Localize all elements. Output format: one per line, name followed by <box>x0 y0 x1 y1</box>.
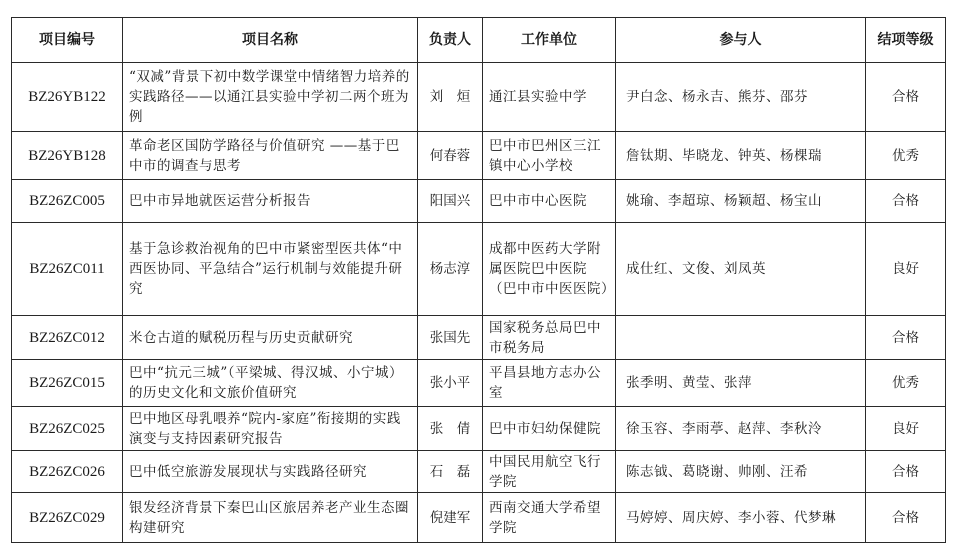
project-leader: 张小平 <box>418 360 483 407</box>
project-name: 米仓古道的赋税历程与历史贡献研究 <box>123 316 418 360</box>
project-code: BZ26ZC026 <box>12 451 123 493</box>
header-row <box>12 18 946 63</box>
participants: 陈志钺、葛晓谢、帅刚、汪希 <box>616 451 866 493</box>
header-code: 项目编号 <box>12 18 123 63</box>
table-row <box>12 180 946 223</box>
participants: 詹钛期、毕晓龙、钟英、杨棵瑞 <box>616 132 866 180</box>
work-unit: 通江县实验中学 <box>483 63 616 132</box>
completion-grade: 合格 <box>866 451 946 493</box>
project-name: 巴中低空旅游发展现状与实践路径研究 <box>123 451 418 493</box>
project-code: BZ26ZC011 <box>12 223 123 316</box>
table-row <box>12 223 946 316</box>
header-unit: 工作单位 <box>483 18 616 63</box>
project-leader: 杨志淳 <box>418 223 483 316</box>
header-grade: 结项等级 <box>866 18 946 63</box>
table-row <box>12 316 946 360</box>
participants: 成仕红、文俊、刘凤英 <box>616 223 866 316</box>
project-leader: 何春蓉 <box>418 132 483 180</box>
header-leader: 负责人 <box>418 18 483 63</box>
table-row <box>12 63 946 132</box>
work-unit: 巴中市巴州区三江镇中心小学校 <box>483 132 616 180</box>
project-code: BZ26ZC015 <box>12 360 123 407</box>
participants: 尹白念、杨永吉、熊芬、邵芬 <box>616 63 866 132</box>
project-code: BZ26ZC025 <box>12 407 123 451</box>
project-name: 巴中“抗元三城”（平梁城、得汉城、小宁城）的历史文化和文旅价值研究 <box>123 360 418 407</box>
project-name: 巴中地区母乳喂养“院内-家庭”衔接期的实践演变与支持因素研究报告 <box>123 407 418 451</box>
project-code: BZ26ZC012 <box>12 316 123 360</box>
project-table <box>11 17 946 543</box>
project-leader: 倪建军 <box>418 493 483 543</box>
participants: 张季明、黄莹、张萍 <box>616 360 866 407</box>
completion-grade: 合格 <box>866 316 946 360</box>
project-code: BZ26YB128 <box>12 132 123 180</box>
participants: 徐玉容、李雨葶、赵萍、李秋泠 <box>616 407 866 451</box>
project-name: “双减”背景下初中数学课堂中情绪智力培养的实践路径——以通江县实验中学初二两个班为例 <box>123 63 418 132</box>
project-code: BZ26ZC005 <box>12 180 123 223</box>
participants <box>616 316 866 360</box>
project-code: BZ26ZC029 <box>12 493 123 543</box>
project-name: 巴中市异地就医运营分析报告 <box>123 180 418 223</box>
completion-grade: 合格 <box>866 63 946 132</box>
work-unit: 中国民用航空飞行学院 <box>483 451 616 493</box>
work-unit: 成都中医药大学附属医院巴中医院（巴中市中医医院） <box>483 223 616 316</box>
completion-grade: 良好 <box>866 223 946 316</box>
participants: 姚瑜、李超琼、杨颖超、杨宝山 <box>616 180 866 223</box>
completion-grade: 合格 <box>866 493 946 543</box>
project-leader: 刘 烜 <box>418 63 483 132</box>
project-name: 银发经济背景下秦巴山区旅居养老产业生态圈构建研究 <box>123 493 418 543</box>
project-leader: 张国先 <box>418 316 483 360</box>
project-leader: 阳国兴 <box>418 180 483 223</box>
project-name: 基于急诊救治视角的巴中市紧密型医共体“中西医协同、平急结合”运行机制与效能提升研究 <box>123 223 418 316</box>
table-row <box>12 451 946 493</box>
work-unit: 西南交通大学希望学院 <box>483 493 616 543</box>
table-row <box>12 132 946 180</box>
work-unit: 巴中市妇幼保健院 <box>483 407 616 451</box>
header-participants: 参与人 <box>616 18 866 63</box>
completion-grade: 合格 <box>866 180 946 223</box>
work-unit: 国家税务总局巴中市税务局 <box>483 316 616 360</box>
header-name: 项目名称 <box>123 18 418 63</box>
project-name: 革命老区国防学路径与价值研究 ——基于巴中市的调查与思考 <box>123 132 418 180</box>
completion-grade: 良好 <box>866 407 946 451</box>
table-row <box>12 407 946 451</box>
work-unit: 平昌县地方志办公室 <box>483 360 616 407</box>
project-code: BZ26YB122 <box>12 63 123 132</box>
completion-grade: 优秀 <box>866 132 946 180</box>
work-unit: 巴中市中心医院 <box>483 180 616 223</box>
table-row <box>12 493 946 543</box>
project-leader: 石 磊 <box>418 451 483 493</box>
participants: 马婷婷、周庆婷、李小蓉、代梦琳 <box>616 493 866 543</box>
completion-grade: 优秀 <box>866 360 946 407</box>
project-leader: 张 倩 <box>418 407 483 451</box>
table-row <box>12 360 946 407</box>
